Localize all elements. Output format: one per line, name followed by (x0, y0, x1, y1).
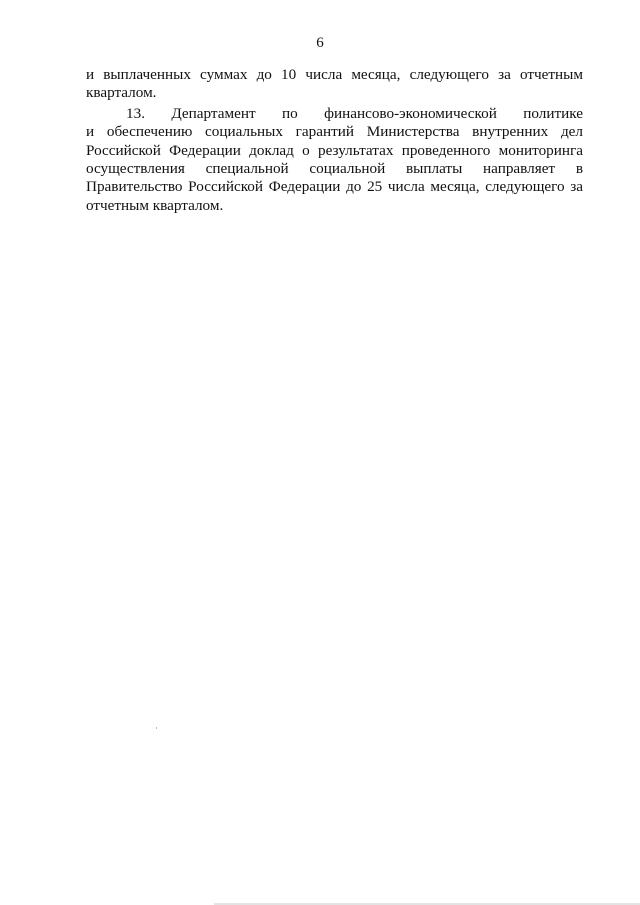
text-line: отчетным кварталом. (86, 196, 224, 214)
page-number: 6 (316, 35, 324, 51)
text-line: осуществления специальной социальной выплаты направляет в (86, 160, 583, 178)
text-line: кварталом. (86, 84, 157, 102)
document-body (86, 66, 583, 215)
paragraph-13 (86, 105, 583, 215)
text-line: и обеспечению социальных гарантий Министерства внутренних дел (86, 123, 583, 141)
text-line: 13. Департамент по финансово-экономической политике (126, 104, 583, 122)
paragraph-continuation (86, 66, 583, 103)
text-line: Российской Федерации доклад о результатах проведенного мониторинга (86, 141, 583, 159)
scan-speck (156, 727, 157, 729)
text-line: и выплаченных суммах до 10 числа месяца, следующего за отчетным (86, 66, 583, 83)
text-line: Правительство Российской Федерации до 25 числа месяца, следующего за (86, 178, 583, 196)
